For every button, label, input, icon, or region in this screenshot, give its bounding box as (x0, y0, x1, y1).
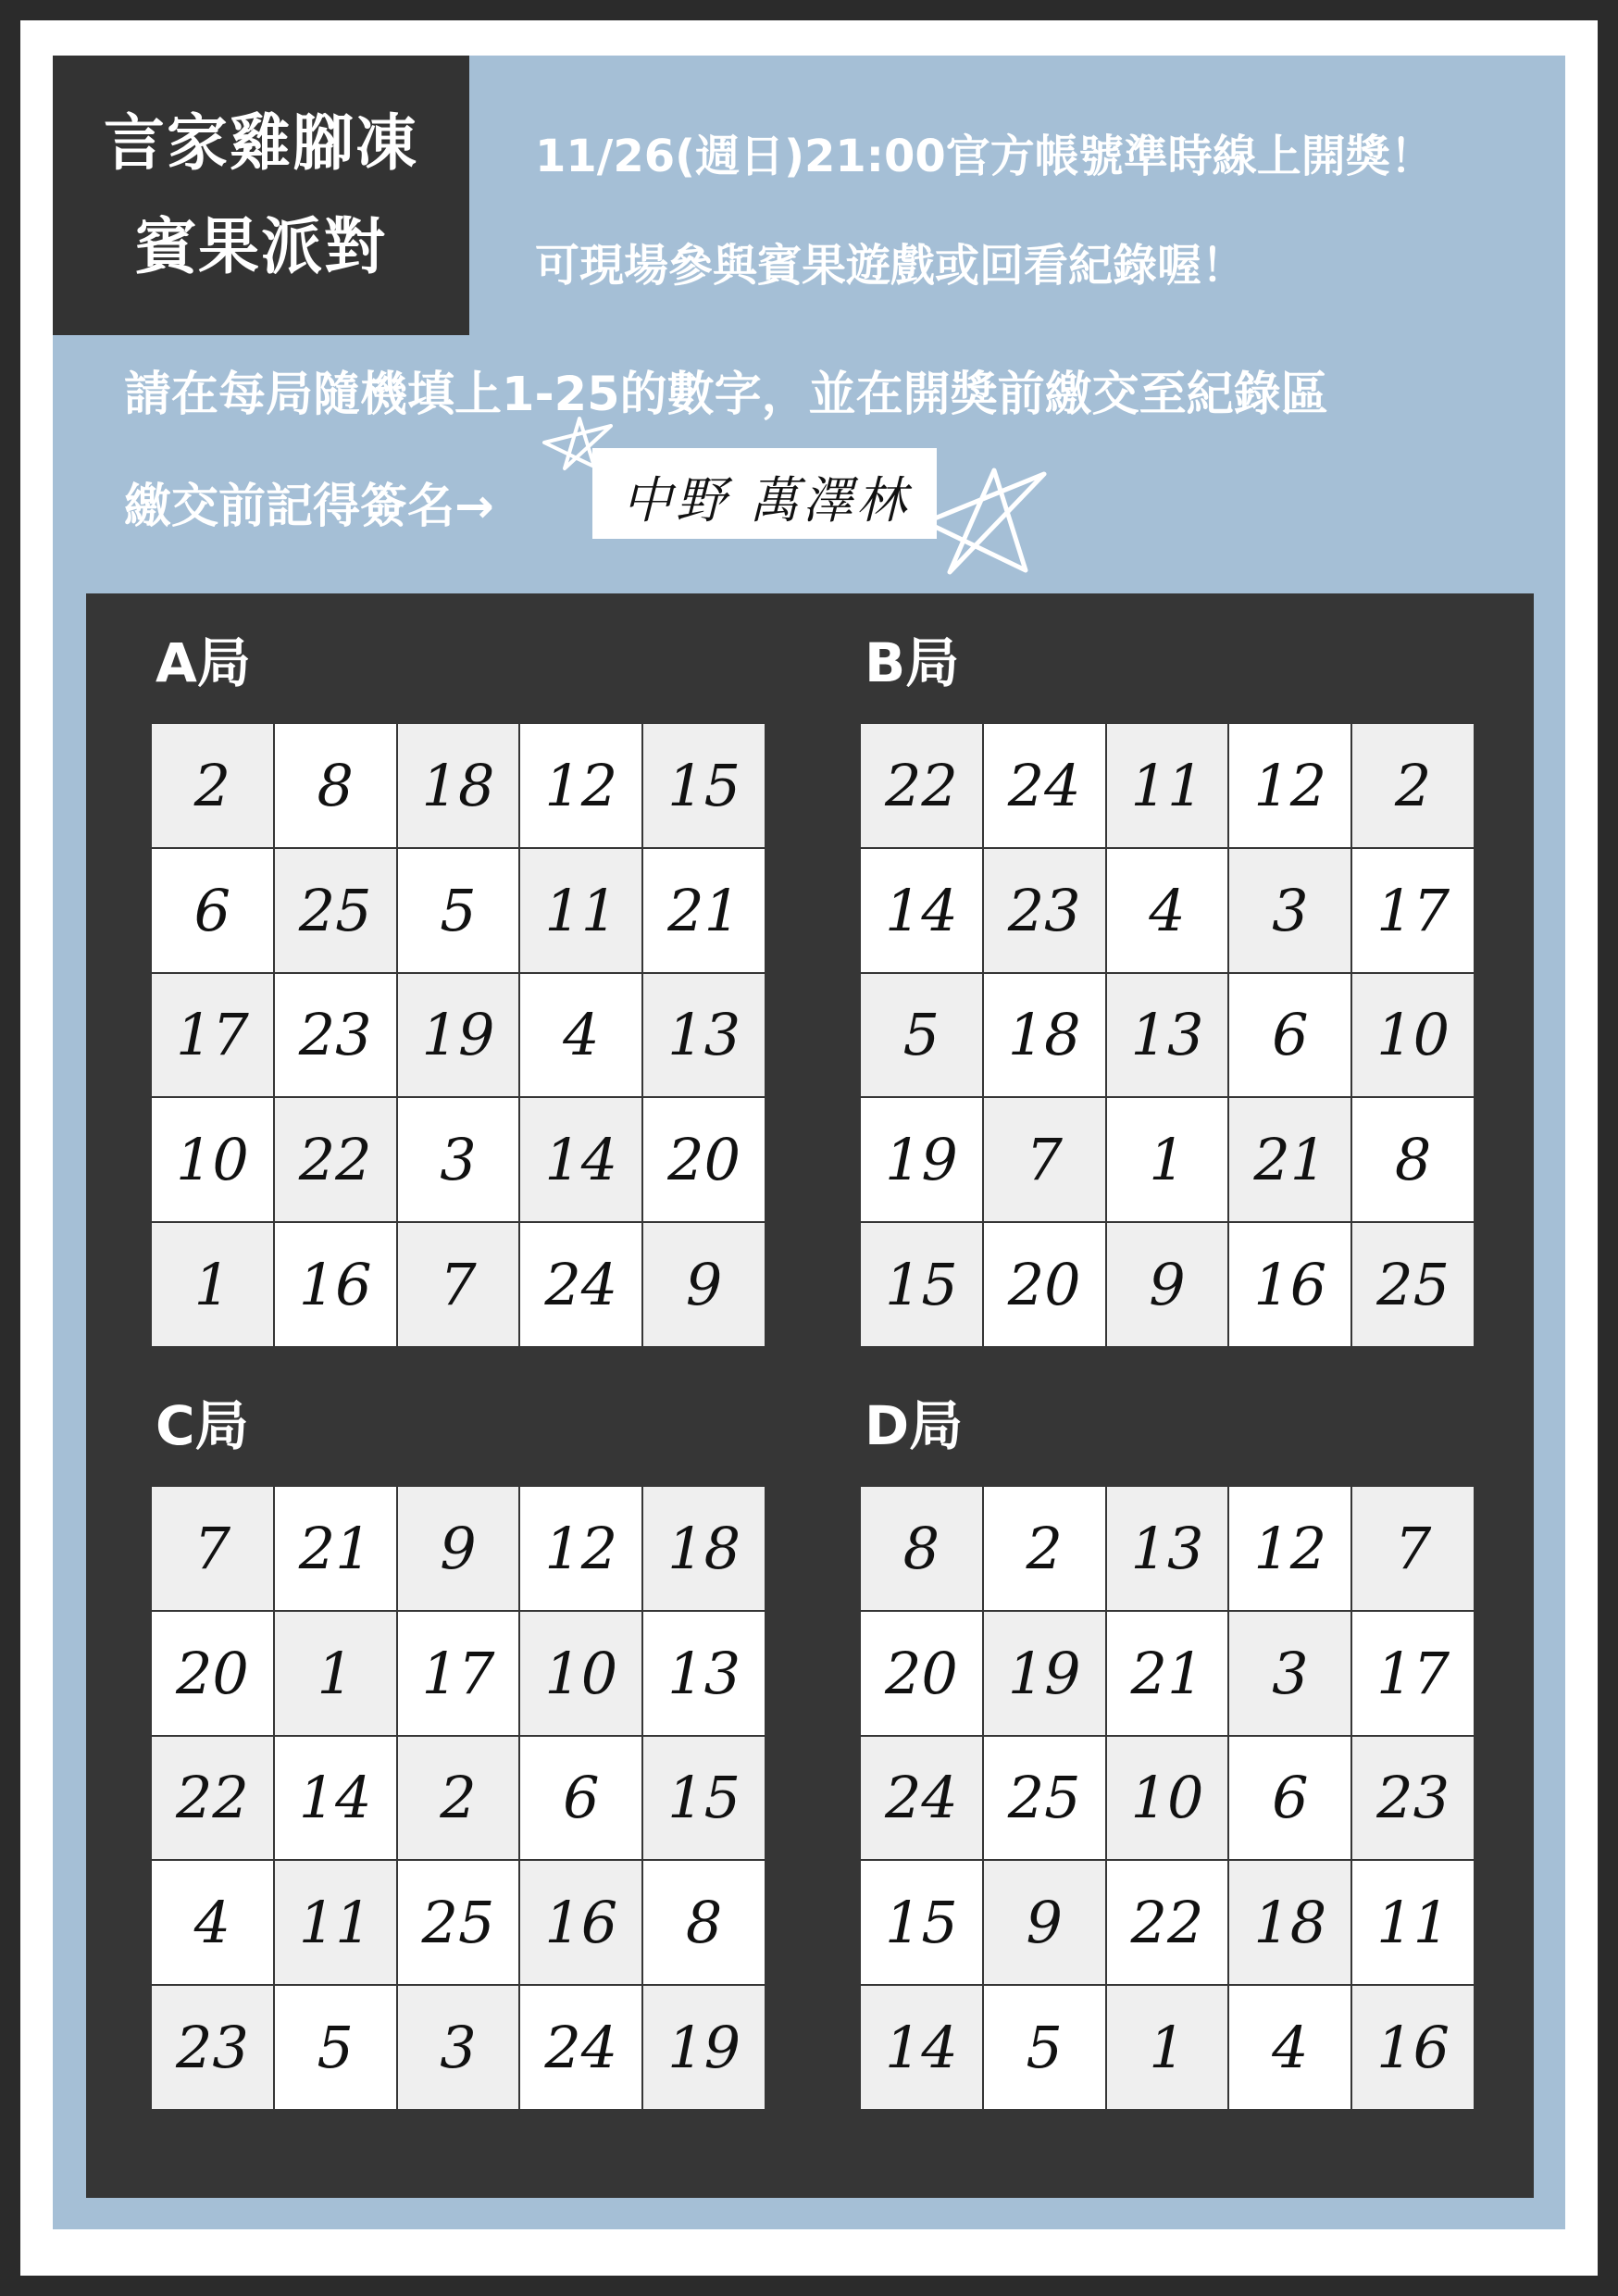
bingo-grid (859, 1485, 1475, 2111)
bingo-cell[interactable]: 11 (275, 1861, 396, 1984)
bingo-cell[interactable]: 24 (861, 1737, 982, 1860)
bingo-cell[interactable]: 12 (1229, 1487, 1350, 1610)
bingo-cell[interactable]: 9 (643, 1223, 765, 1346)
bingo-grid (150, 1485, 766, 2111)
bingo-cell[interactable]: 8 (275, 724, 396, 847)
bingo-cell[interactable]: 7 (398, 1223, 519, 1346)
bingo-cell[interactable]: 10 (1107, 1737, 1228, 1860)
bingo-cell[interactable]: 12 (1229, 724, 1350, 847)
bingo-cell[interactable]: 14 (861, 849, 982, 972)
bingo-cell[interactable]: 8 (1352, 1098, 1474, 1221)
signature-box[interactable] (592, 448, 937, 539)
bingo-cell[interactable]: 11 (1352, 1861, 1474, 1984)
bingo-cell[interactable]: 18 (398, 724, 519, 847)
bingo-cell[interactable]: 10 (152, 1098, 273, 1221)
bingo-cell[interactable]: 9 (1107, 1223, 1228, 1346)
bingo-cell[interactable]: 6 (520, 1737, 641, 1860)
bingo-cell[interactable]: 12 (520, 724, 641, 847)
bingo-cell[interactable]: 8 (643, 1861, 765, 1984)
bingo-grid (150, 722, 766, 1348)
signature: 中野 萬澤林 (622, 471, 911, 530)
bingo-cell[interactable]: 3 (398, 1986, 519, 2109)
bingo-cell[interactable]: 15 (643, 1737, 765, 1860)
bingo-cell[interactable]: 25 (1352, 1223, 1474, 1346)
signature-prompt: 繳交前記得簽名→ (124, 480, 494, 534)
bingo-cell[interactable]: 1 (1107, 1986, 1228, 2109)
bingo-cell[interactable]: 21 (1229, 1098, 1350, 1221)
bingo-cell[interactable]: 2 (152, 724, 273, 847)
bingo-cell[interactable]: 19 (643, 1986, 765, 2109)
bingo-cell[interactable]: 5 (984, 1986, 1105, 2109)
bingo-cell[interactable]: 1 (1107, 1098, 1228, 1221)
bingo-cell[interactable]: 18 (643, 1487, 765, 1610)
bingo-cell[interactable]: 5 (275, 1986, 396, 2109)
bingo-cell[interactable]: 1 (152, 1223, 273, 1346)
bingo-cell[interactable]: 2 (984, 1487, 1105, 1610)
bingo-cell[interactable]: 15 (643, 724, 765, 847)
bingo-cell[interactable]: 23 (275, 974, 396, 1097)
bingo-cell[interactable]: 22 (152, 1737, 273, 1860)
bingo-cell[interactable]: 21 (643, 849, 765, 972)
bingo-cell[interactable]: 14 (861, 1986, 982, 2109)
bingo-cell[interactable]: 6 (1229, 1737, 1350, 1860)
bingo-cell[interactable]: 12 (520, 1487, 641, 1610)
bingo-cell[interactable]: 21 (275, 1487, 396, 1610)
bingo-cell[interactable]: 3 (398, 1098, 519, 1221)
bingo-cell[interactable]: 18 (1229, 1861, 1350, 1984)
bingo-cell[interactable]: 3 (1229, 1612, 1350, 1735)
bingo-cell[interactable]: 13 (643, 1612, 765, 1735)
bingo-cell[interactable]: 10 (1352, 974, 1474, 1097)
bingo-cell[interactable]: 4 (1229, 1986, 1350, 2109)
bingo-cell[interactable]: 22 (861, 724, 982, 847)
bingo-cell[interactable]: 17 (398, 1612, 519, 1735)
bingo-cell[interactable]: 7 (152, 1487, 273, 1610)
title-box (53, 56, 469, 335)
bingo-cell[interactable]: 11 (520, 849, 641, 972)
bingo-cell[interactable]: 8 (861, 1487, 982, 1610)
replay-notice: 可現場參與賓果遊戲或回看紀錄喔！ (535, 240, 1247, 292)
bingo-cell[interactable]: 5 (398, 849, 519, 972)
bingo-cell[interactable]: 20 (643, 1098, 765, 1221)
bingo-cell[interactable]: 2 (1352, 724, 1474, 847)
round-label: B局 (865, 631, 960, 694)
bingo-cell[interactable]: 24 (984, 724, 1105, 847)
bingo-cell[interactable]: 22 (275, 1098, 396, 1221)
bingo-cell[interactable]: 6 (1229, 974, 1350, 1097)
bingo-cell[interactable]: 23 (152, 1986, 273, 2109)
bingo-cell[interactable]: 4 (520, 974, 641, 1097)
bingo-cell[interactable]: 17 (1352, 1612, 1474, 1735)
star-doodle-large (916, 463, 1055, 580)
round-label: C局 (156, 1394, 249, 1457)
bingo-cell[interactable]: 10 (520, 1612, 641, 1735)
bingo-cell[interactable]: 19 (984, 1612, 1105, 1735)
bingo-cell[interactable]: 23 (984, 849, 1105, 972)
bingo-cell[interactable]: 17 (152, 974, 273, 1097)
bingo-cell[interactable]: 16 (275, 1223, 396, 1346)
bingo-cell[interactable]: 9 (398, 1487, 519, 1610)
bingo-grid (859, 722, 1475, 1348)
bingo-cell[interactable]: 4 (152, 1861, 273, 1984)
bingo-cell[interactable]: 14 (275, 1737, 396, 1860)
bingo-cell[interactable]: 16 (1352, 1986, 1474, 2109)
bingo-cell[interactable]: 19 (861, 1098, 982, 1221)
bingo-cell[interactable]: 7 (984, 1098, 1105, 1221)
bingo-cell[interactable]: 13 (1107, 974, 1228, 1097)
bingo-cell[interactable]: 13 (1107, 1487, 1228, 1610)
bingo-cell[interactable]: 6 (152, 849, 273, 972)
bingo-board (86, 593, 1534, 2198)
bingo-cell[interactable]: 25 (398, 1861, 519, 1984)
bingo-cell[interactable]: 1 (275, 1612, 396, 1735)
bingo-cell[interactable]: 3 (1229, 849, 1350, 972)
bingo-cell[interactable]: 24 (520, 1986, 641, 2109)
bingo-cell[interactable]: 9 (984, 1861, 1105, 1984)
bingo-cell[interactable]: 5 (861, 974, 982, 1097)
bingo-cell[interactable]: 23 (1352, 1737, 1474, 1860)
draw-time-notice: 11/26(週日)21:00官方帳號準時線上開獎！ (535, 131, 1435, 182)
round-label: D局 (865, 1394, 964, 1457)
bingo-cell[interactable]: 20 (152, 1612, 273, 1735)
bingo-cell[interactable]: 2 (398, 1737, 519, 1860)
round-label: A局 (156, 631, 251, 694)
bingo-cell[interactable]: 13 (643, 974, 765, 1097)
bingo-cell[interactable]: 14 (520, 1098, 641, 1221)
bingo-cell[interactable]: 22 (1107, 1861, 1228, 1984)
bingo-cell[interactable]: 20 (861, 1612, 982, 1735)
bingo-cell[interactable]: 7 (1352, 1487, 1474, 1610)
bingo-cell[interactable]: 18 (984, 974, 1105, 1097)
title-line-1: 言家雞腳凍 (104, 107, 418, 179)
bingo-cell[interactable]: 17 (1352, 849, 1474, 972)
bingo-cell[interactable]: 16 (1229, 1223, 1350, 1346)
bingo-cell[interactable]: 15 (861, 1223, 982, 1346)
bingo-cell[interactable]: 15 (861, 1861, 982, 1984)
bingo-cell[interactable]: 19 (398, 974, 519, 1097)
bingo-cell[interactable]: 20 (984, 1223, 1105, 1346)
bingo-cell[interactable]: 25 (984, 1737, 1105, 1860)
bingo-cell[interactable]: 4 (1107, 849, 1228, 972)
bingo-cell[interactable]: 25 (275, 849, 396, 972)
bingo-cell[interactable]: 21 (1107, 1612, 1228, 1735)
instruction-text: 請在每局隨機填上1-25的數字，並在開獎前繳交至紀錄區 (124, 368, 1328, 422)
bingo-cell[interactable]: 24 (520, 1223, 641, 1346)
bingo-cell[interactable]: 16 (520, 1861, 641, 1984)
bingo-cell[interactable]: 11 (1107, 724, 1228, 847)
title-line-2: 賓果派對 (135, 211, 387, 282)
